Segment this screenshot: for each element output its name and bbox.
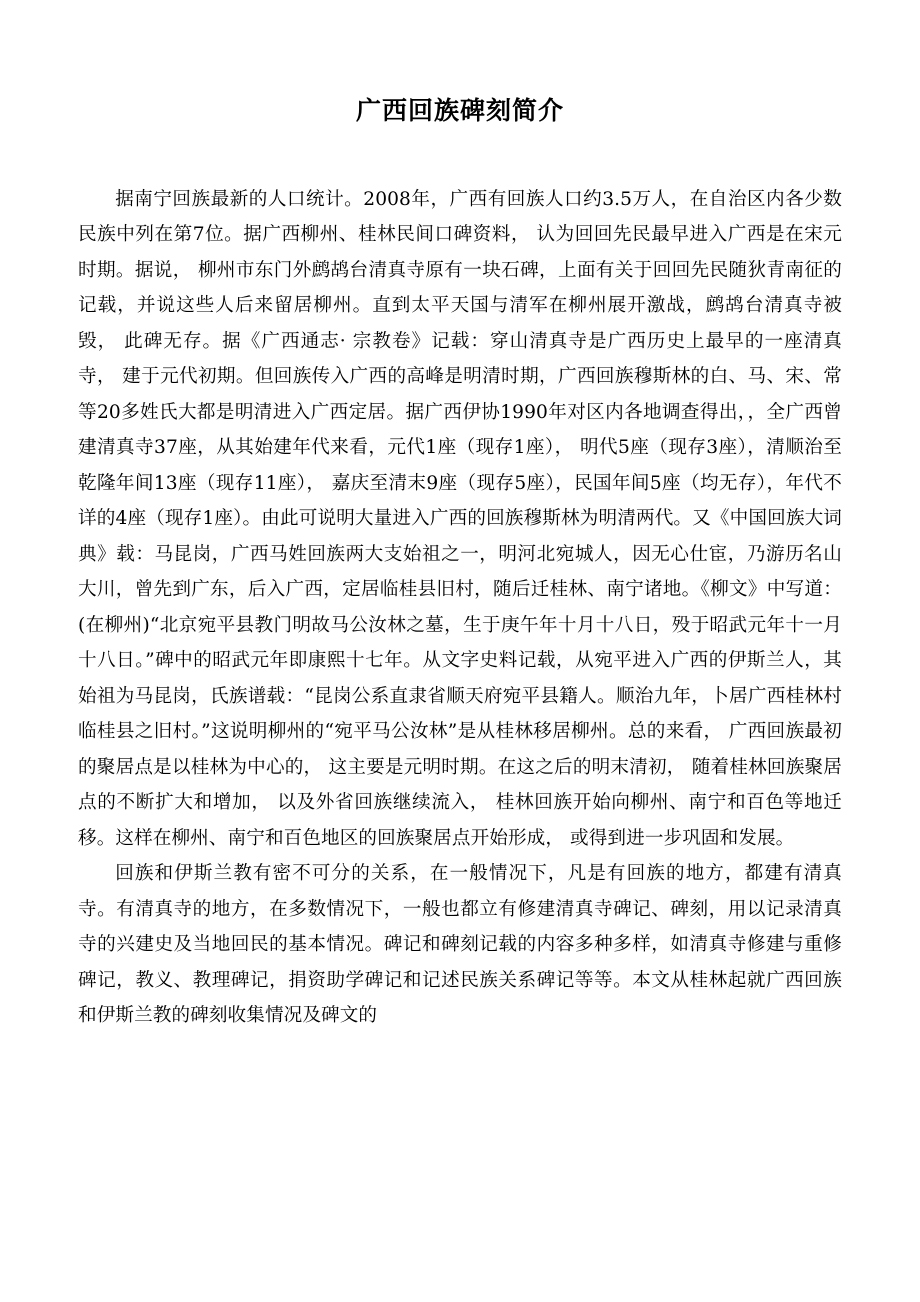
paragraph: 回族和伊斯兰教有密不可分的关系，在一般情况下，凡是有回族的地方，都建有清真寺。有清真寺的地方，在多数情况下，一般也都立有修建清真寺碑记、碑刻，用以记录清真寺的兴建史及当地回民的基本情况。碑记和碑刻记载的内容多种多样，如清真寺修建与重修碑记，教义、教理碑记，捐资助学碑记和记述民族关系碑记等等。本文从桂林起就广西回族和伊斯兰教的碑刻收集情况及碑文的 bbox=[78, 863, 842, 1026]
paragraph: 据南宁回族最新的人口统计。2008年，广西有回族人口约3.5万人，在自治区内各少数民族中列在第7位。据广西柳州、桂林民间口碑资料， 认为回回先民最早进入广西是在宋元时期。据说， 柳州市东门外鹧鸪台清真寺原有一块石碑，上面有关于回回先民随狄青南征的记载，并说这些人后来留居柳州。直到太平天国与清军在柳州展开激战，鹧鸪台清真寺被毁， 此碑无存。据《广西通志· 宗教卷》记载：穿山清真寺是广西历史上最早的一座清真寺， 建于元代初期。但回族传入广西的高峰是明清时期，广西回族穆斯林的白、马、宋、常等20多姓氏大都是明清进入广西定居。据广西伊协1990年对区内各地调查得出，，全广西曾建清真寺37座，从其始建年代来看，元代1座（现存1座）， 明代5座（现存3座），清顺治至乾隆年间13座（现存11座）， 嘉庆至清末9座（现存5座），民国年间5座（均无存），年代不详的4座（现存1座）。由此可说明大量进入广西的回族穆斯林为明清两代。又《中国回族大词典》载：马昆岗，广西马姓回族两大支始祖之一，明河北宛城人，因无心仕宦，乃游历名山大川，曾先到广东，后入广西，定居临桂县旧村，随后迁桂林、南宁诸地。《柳文》中写道：(在柳州)“北京宛平县教门明故马公汝林之墓，生于庚午年十月十八日，殁于昭武元年十一月十八日。”碑中的昭武元年即康熙十七年。从文字史料记载，从宛平进入广西的伊斯兰人，其始祖为马昆岗，氏族谱载：“昆岗公系直隶省顺天府宛平县籍人。顺治九年，卜居广西桂林村临桂县之旧村。”这说明柳州的“宛平马公汝林”是从桂林移居柳州。总的来看， 广西回族最初的聚居点是以桂林为中心的， 这主要是元明时期。在这之后的明末清初， 随着桂林回族聚居点的不断扩大和增加， 以及外省回族继续流入， 桂林回族开始向柳州、南宁和百色等地迁移。这样在柳州、南宁和百色地区的回族聚居点开始形成， 或得到进一步巩固和发展。 bbox=[78, 188, 842, 849]
page-title: 广西回族碑刻简介 bbox=[355, 96, 564, 125]
document-body bbox=[78, 182, 842, 1034]
